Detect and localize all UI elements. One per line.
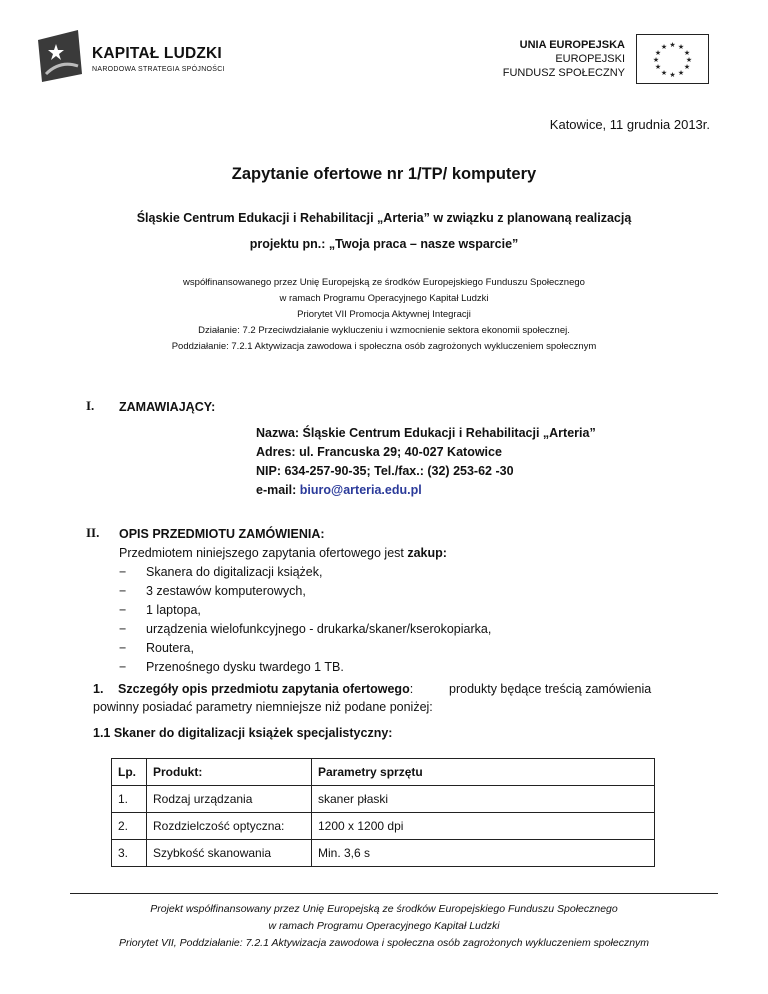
svg-text:★: ★ <box>669 71 676 79</box>
point-1-number: 1. <box>93 682 104 696</box>
svg-text:★: ★ <box>669 41 676 49</box>
kapital-ludzki-title: KAPITAŁ LUDZKI <box>92 45 222 62</box>
orderer-email-row <box>256 483 422 497</box>
email-label: e-mail: <box>256 483 297 497</box>
point-1-heading: Szczegóły opis przedmiotu zapytania ofertowego: <box>118 682 414 696</box>
section-2-heading: OPIS PRZEDMIOTU ZAMÓWIENIA: <box>119 527 325 541</box>
funding-line: Działanie: 7.2 Przeciwdziałanie wykluczeniu i wzmocnienie sektora ekonomii społecznej. <box>198 325 570 336</box>
subtitle-line-2: projektu pn.: „Twoja praca – nasze wsparcie” <box>249 237 519 251</box>
funding-line: w ramach Programu Operacyjnego Kapitał Ludzki <box>279 293 489 304</box>
svg-text:★: ★ <box>685 56 693 64</box>
eu-line-1: UNIA EUROPEJSKA <box>519 39 625 51</box>
header-cell: Produkt: <box>147 759 312 786</box>
document-title: Zapytanie ofertowe nr 1/TP/ komputery <box>231 165 537 183</box>
svg-text:★: ★ <box>683 63 691 71</box>
bullet-dash: − <box>119 584 127 598</box>
orderer-name: Nazwa: Śląskie Centrum Edukacji i Rehabilitacji „Arteria” <box>256 426 596 440</box>
subtitle-line-1: Śląskie Centrum Edukacji i Rehabilitacji „Arteria” w związku z planowaną realizacją <box>136 211 632 225</box>
svg-text:★: ★ <box>677 69 685 77</box>
funding-line: współfinansowanego przez Unię Europejską ze środków Europejskiego Funduszu Społecznego <box>183 277 585 288</box>
eu-label <box>470 38 625 80</box>
intro-bold: zakup: <box>407 546 447 560</box>
table-row: 3. Szybkość skanowania Min. 3,6 s <box>112 840 655 867</box>
table-row: 2. Rozdzielczość optyczna: 1200 x 1200 dpi <box>112 813 655 840</box>
specification-table <box>111 758 655 867</box>
email-link[interactable]: biuro@arteria.edu.pl <box>299 483 422 497</box>
table-header-row <box>112 759 655 786</box>
funding-line: Poddziałanie: 7.2.1 Aktywizacja zawodowa i społeczna osób zagrożonych wykluczeniem społecznym <box>171 341 597 352</box>
eu-flag-icon <box>636 34 709 84</box>
bullet-dash: − <box>119 660 127 674</box>
kapital-ludzki-emblem-icon <box>38 30 88 82</box>
section-1-numeral: I. <box>86 398 95 413</box>
point-1-line-2: powinny posiadać parametry niemniejsze niż podane poniżej: <box>93 700 433 714</box>
svg-text:★: ★ <box>660 43 668 51</box>
svg-text:★: ★ <box>654 63 662 71</box>
footer-line: w ramach Programu Operacyjnego Kapitał Ludzki <box>268 920 500 932</box>
eu-line-2: EUROPEJSKI <box>555 53 625 65</box>
footer-divider <box>70 893 718 894</box>
table-row: 1. Rodzaj urządzania skaner płaski <box>112 786 655 813</box>
eu-line-3: FUNDUSZ SPOŁECZNY <box>502 67 625 79</box>
footer-line: Projekt współfinansowany przez Unię Europejską ze środków Europejskiego Funduszu Społecznego <box>150 903 618 915</box>
header-cell: Parametry sprzętu <box>312 759 655 786</box>
section-1-heading: ZAMAWIAJĄCY: <box>119 400 216 414</box>
svg-text:★: ★ <box>677 43 685 51</box>
point-1-rest: produkty będące treścią zamówienia <box>449 682 652 696</box>
bullet-dash: − <box>119 603 127 617</box>
sub-heading-1-1: 1.1 Skaner do digitalizacji książek specjalistyczny: <box>93 726 393 740</box>
kapital-ludzki-subtitle: NARODOWA STRATEGIA SPÓJNOŚCI <box>92 66 225 73</box>
section-2-numeral: II. <box>86 525 100 540</box>
section-2-intro <box>119 546 447 560</box>
orderer-nip: NIP: 634-257-90-35; Tel./fax.: (32) 253-62 -30 <box>256 464 514 478</box>
bullet-dash: − <box>119 622 127 636</box>
svg-text:★: ★ <box>683 49 691 57</box>
orderer-address: Adres: ul. Francuska 29; 40-027 Katowice <box>256 445 502 459</box>
intro-text: Przedmiotem niniejszego zapytania ofertowego jest <box>119 546 408 560</box>
bullet-dash: − <box>119 641 127 655</box>
funding-line: Priorytet VII Promocja Aktywnej Integracji <box>297 309 471 320</box>
svg-text:★: ★ <box>654 49 662 57</box>
svg-text:★: ★ <box>660 69 668 77</box>
bullet-dash: − <box>119 565 127 579</box>
footer-line: Priorytet VII, Poddziałanie: 7.2.1 Aktywizacja zawodowa i społeczna osób zagrożonych wykluczeniem społecznym <box>118 937 650 949</box>
header-cell: Lp. <box>112 759 147 786</box>
svg-text:★: ★ <box>652 56 660 64</box>
document-date: Katowice, 11 grudnia 2013r. <box>549 117 710 132</box>
kapital-ludzki-logo <box>38 30 238 82</box>
